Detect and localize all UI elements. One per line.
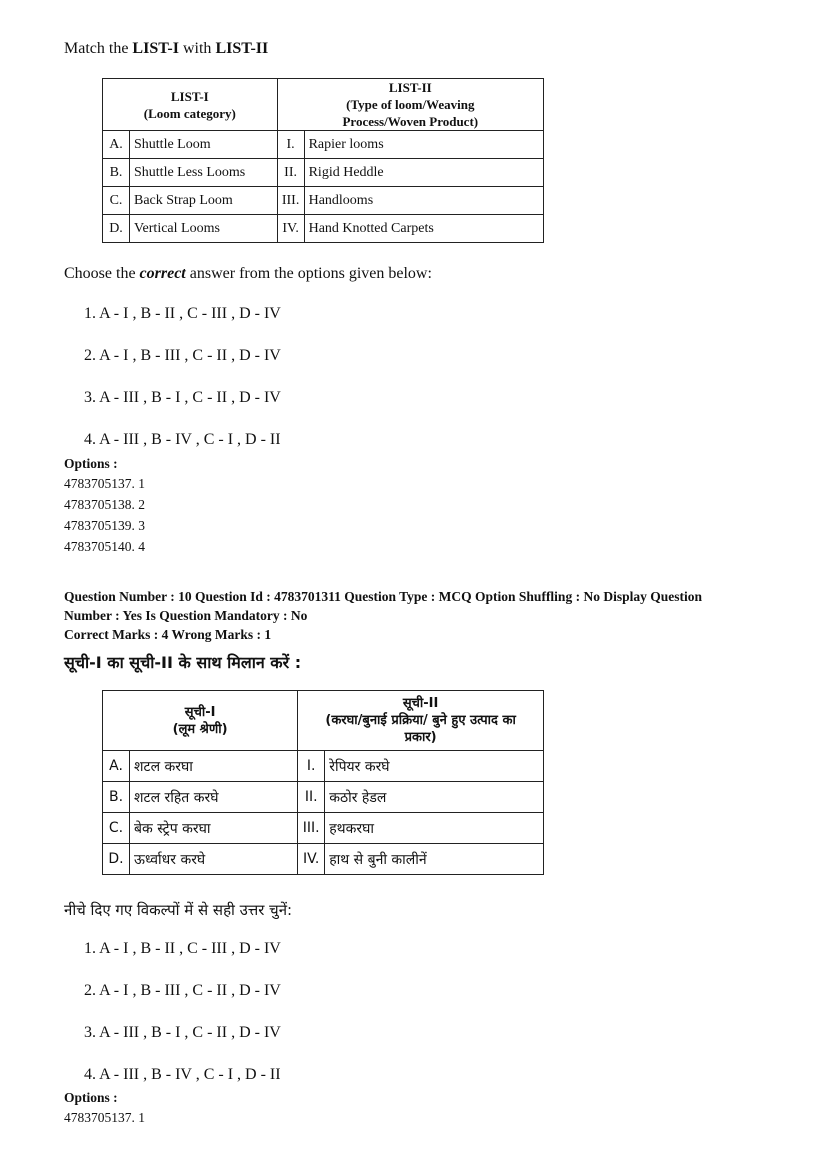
question-title <box>64 40 268 58</box>
option-id: 4783705137. 1 <box>64 476 145 491</box>
list2-header-cell <box>277 79 543 131</box>
list2-key: III. <box>298 813 325 844</box>
list1-item: Shuttle Loom <box>130 131 278 159</box>
option-id: 4783705139. 3 <box>64 518 145 533</box>
list1-key: A. <box>103 131 130 159</box>
list1-subheader: (लूम श्रेणी) <box>172 721 228 737</box>
answer-option-2: 2. A - I , B - III , C - II , D - IV <box>84 982 281 999</box>
title-text: with <box>178 40 216 57</box>
title-text: Match the <box>64 40 133 57</box>
list1-item: Shuttle Less Looms <box>130 159 278 187</box>
table-row <box>103 159 544 187</box>
list1-key: D. <box>103 215 130 243</box>
table-row <box>103 215 544 243</box>
list2-header: सूची-II <box>402 696 439 711</box>
answer-option-3: 3. A - III , B - I , C - II , D - IV <box>84 1024 281 1041</box>
match-table <box>102 78 544 243</box>
table-row <box>103 844 544 875</box>
choose-instruction-hindi: नीचे दिए गए विकल्पों में से सही उत्तर चुनें: <box>64 901 293 919</box>
list2-key: II. <box>298 782 325 813</box>
list2-item: हाथ से बुनी कालीनें <box>325 844 544 875</box>
answer-option-3: 3. A - III , B - I , C - II , D - IV <box>84 389 281 406</box>
list2-header-cell <box>298 691 544 751</box>
list2-subheader: (Type of loom/Weaving Process/Woven Product) <box>342 97 479 129</box>
title-list1: LIST-I <box>132 40 179 57</box>
option-id: 4783705138. 2 <box>64 497 145 512</box>
list2-header: LIST-II <box>388 80 432 95</box>
list2-item: Hand Knotted Carpets <box>304 215 543 243</box>
options-label: Options : <box>64 456 118 471</box>
answer-option-4: 4. A - III , B - IV , C - I , D - II <box>84 431 281 448</box>
list1-key: D. <box>103 844 130 875</box>
answer-option-1: 1. A - I , B - II , C - III , D - IV <box>84 940 281 957</box>
choose-text: answer from the options given below: <box>185 265 432 282</box>
list1-item: बेक स्ट्रेप करघा <box>130 813 298 844</box>
answer-option-2: 2. A - I , B - III , C - II , D - IV <box>84 347 281 364</box>
question-meta-line: Question Number : 10 Question Id : 4783701311 Question Type : MCQ Option Shuffling : No Display Question <box>64 589 702 604</box>
list1-header-cell <box>103 691 298 751</box>
list2-item: हथकरघा <box>325 813 544 844</box>
title-list2: LIST-II <box>215 40 269 57</box>
list2-item: कठोर हेडल <box>325 782 544 813</box>
list1-key: A. <box>103 751 130 782</box>
list2-key: I. <box>298 751 325 782</box>
list2-key: IV. <box>298 844 325 875</box>
option-id: 4783705137. 1 <box>64 1110 145 1125</box>
list2-key: I. <box>277 131 304 159</box>
list1-header-cell <box>103 79 278 131</box>
list1-key: B. <box>103 159 130 187</box>
choose-emphasis: correct <box>139 265 186 282</box>
list2-key: II. <box>277 159 304 187</box>
list1-item: Vertical Looms <box>130 215 278 243</box>
question-title-hindi: सूची-I का सूची-II के साथ मिलान करें : <box>64 653 302 672</box>
list2-item: Rigid Heddle <box>304 159 543 187</box>
list1-item: Back Strap Loom <box>130 187 278 215</box>
option-id: 4783705140. 4 <box>64 539 145 554</box>
table-row <box>103 813 544 844</box>
table-row <box>103 187 544 215</box>
choose-text: Choose the <box>64 265 140 282</box>
options-label: Options : <box>64 1090 118 1105</box>
answer-option-4: 4. A - III , B - IV , C - I , D - II <box>84 1066 281 1083</box>
list2-subheader: (करघा/बुनाई प्रक्रिया/ बुने हुए उत्पाद का प्रकार) <box>325 713 516 745</box>
list1-item: शटल करघा <box>130 751 298 782</box>
answer-option-1: 1. A - I , B - II , C - III , D - IV <box>84 305 281 322</box>
question-meta <box>64 587 784 644</box>
question-meta-line: Correct Marks : 4 Wrong Marks : 1 <box>64 627 272 642</box>
list1-key: C. <box>103 187 130 215</box>
choose-instruction <box>64 265 432 283</box>
table-row <box>103 782 544 813</box>
list2-key: IV. <box>277 215 304 243</box>
list1-header: सूची-I <box>184 704 216 720</box>
list2-key: III. <box>277 187 304 215</box>
list1-key: B. <box>103 782 130 813</box>
list1-subheader: (Loom category) <box>143 105 236 121</box>
list2-item: Handlooms <box>304 187 543 215</box>
table-row <box>103 131 544 159</box>
match-table-hindi <box>102 690 544 875</box>
list1-item: शटल रहित करघे <box>130 782 298 813</box>
question-meta-line: Number : Yes Is Question Mandatory : No <box>64 608 308 623</box>
list1-item: ऊर्ध्वाधर करघे <box>130 844 298 875</box>
list1-key: C. <box>103 813 130 844</box>
list1-header: LIST-I <box>170 88 209 104</box>
list2-item: Rapier looms <box>304 131 543 159</box>
list2-item: रेपियर करघे <box>325 751 544 782</box>
table-row <box>103 751 544 782</box>
